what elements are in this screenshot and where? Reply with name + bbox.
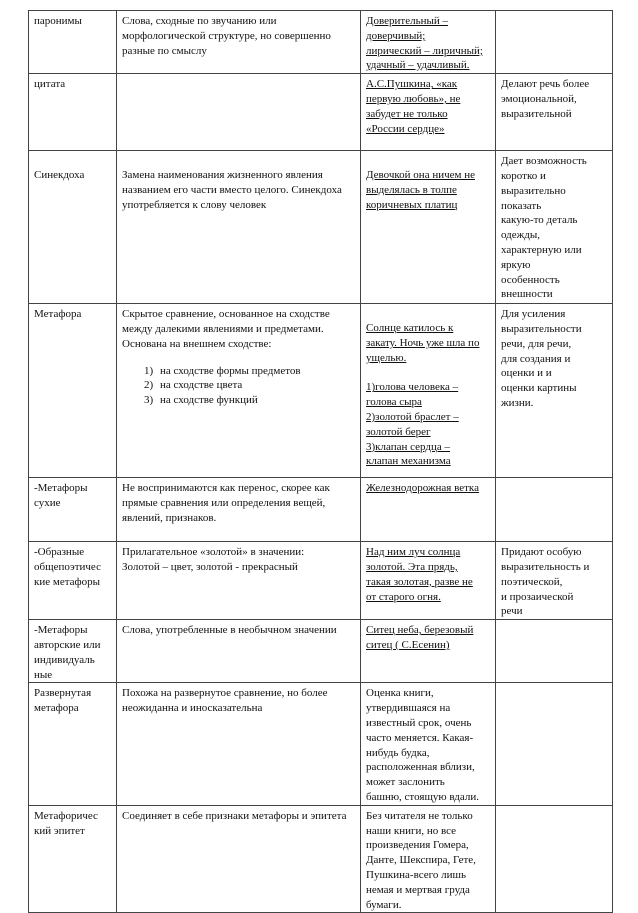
term-cell: Метафора <box>29 304 117 478</box>
effect-cell <box>496 11 613 74</box>
term-cell: Метафоричес кий эпитет <box>29 805 117 913</box>
definition-cell: Похожа на развернутое сравнение, но более неожиданна и иносказательна <box>117 683 361 805</box>
table-row <box>29 304 613 478</box>
example-cell: Оценка книги, утвердившаяся на известный срок, очень часто меняется. Какая- нибудь будка, расположенная вблизи, может заслонить башню, стоящую вдали. <box>361 683 496 805</box>
effect-cell: Делают речь более эмоциональной, выразительной <box>496 74 613 151</box>
table-row <box>29 151 613 304</box>
effect-cell <box>496 620 613 683</box>
table-row <box>29 805 613 913</box>
term-cell: паронимы <box>29 11 117 74</box>
definition-cell <box>117 74 361 151</box>
term-cell: -Метафоры сухие <box>29 478 117 542</box>
effect-cell: Придают особую выразительность и поэтической, и прозаической речи <box>496 542 613 620</box>
table-row <box>29 620 613 683</box>
definition-cell: Слова, употребленные в необычном значении <box>117 620 361 683</box>
table-row <box>29 11 613 74</box>
table-row <box>29 542 613 620</box>
table-row <box>29 74 613 151</box>
effect-cell <box>496 478 613 542</box>
definition-cell: Не воспринимаются как перенос, скорее как прямые сравнения или определения вещей, явлений, признаков. <box>117 478 361 542</box>
definition-cell <box>117 304 361 478</box>
definition-text: Скрытое сравнение, основанное на сходстве между далекими явлениями и предметами. Основана на внешнем сходстве: <box>122 308 330 350</box>
example-cell: Железнодорожная ветка <box>361 478 496 542</box>
list-item: 3) на сходстве функций <box>144 394 258 407</box>
example-cell: Солнце катилось к закату. Ночь уже шла по ущелью. 1)голова человека – голова сыра 2)золотой браслет – золотой берег 3)клапан сердца – клапан механизма <box>361 304 496 478</box>
effect-cell: Дает возможность коротко и выразительно показать какую-то деталь одежды, характерную или яркую особенность внешности <box>496 151 613 304</box>
table-row <box>29 683 613 805</box>
definition-cell: Соединяет в себе признаки метафоры и эпитета <box>117 805 361 913</box>
term-cell: цитата <box>29 74 117 151</box>
terms-table <box>28 10 613 913</box>
example-cell: А.С.Пушкина, «как первую любовь», не забудет не только «России сердце» <box>361 74 496 151</box>
example-cell: Доверительный – доверчивый; лирический – лиричный; удачный – удачливый. <box>361 11 496 74</box>
example-cell: Над ним луч солнца золотой. Эта прядь, такая золотая, разве не от старого огня. <box>361 542 496 620</box>
example-cell: Без читателя не только наши книги, но все произведения Гомера, Данте, Шекспира, Гете, Пушкина-всего лишь немая и мертвая груда бумаги. <box>361 805 496 913</box>
term-cell: Синекдоха <box>29 151 117 304</box>
definition-cell: Прилагательное «золотой» в значении: Золотой – цвет, золотой - прекрасный <box>117 542 361 620</box>
effect-cell <box>496 805 613 913</box>
definition-list <box>144 364 355 408</box>
effect-cell <box>496 683 613 805</box>
term-cell: -Метафоры авторские или индивидуаль ные <box>29 620 117 683</box>
list-item: 1) на сходстве формы предметов <box>144 364 301 377</box>
definition-cell: Замена наименования жизненного явления названием его части вместо целого. Синекдоха употребляется к слову человек <box>117 151 361 304</box>
table-row <box>29 478 613 542</box>
list-item: 2) на сходстве цвета <box>144 379 243 392</box>
term-cell: -Образные общепоэтичес кие метафоры <box>29 542 117 620</box>
example-cell: Девочкой она ничем не выделялась в толпе коричневых платиц <box>361 151 496 304</box>
effect-cell: Для усиления выразительности речи, для речи, для создания и оценки и и оценки картины жизни. <box>496 304 613 478</box>
term-cell: Развернутая метафора <box>29 683 117 805</box>
definition-cell: Слова, сходные по звучанию или морфологической структуре, но совершенно разные по смыслу <box>117 11 361 74</box>
example-cell: Ситец неба, березовый ситец ( С.Есенин) <box>361 620 496 683</box>
